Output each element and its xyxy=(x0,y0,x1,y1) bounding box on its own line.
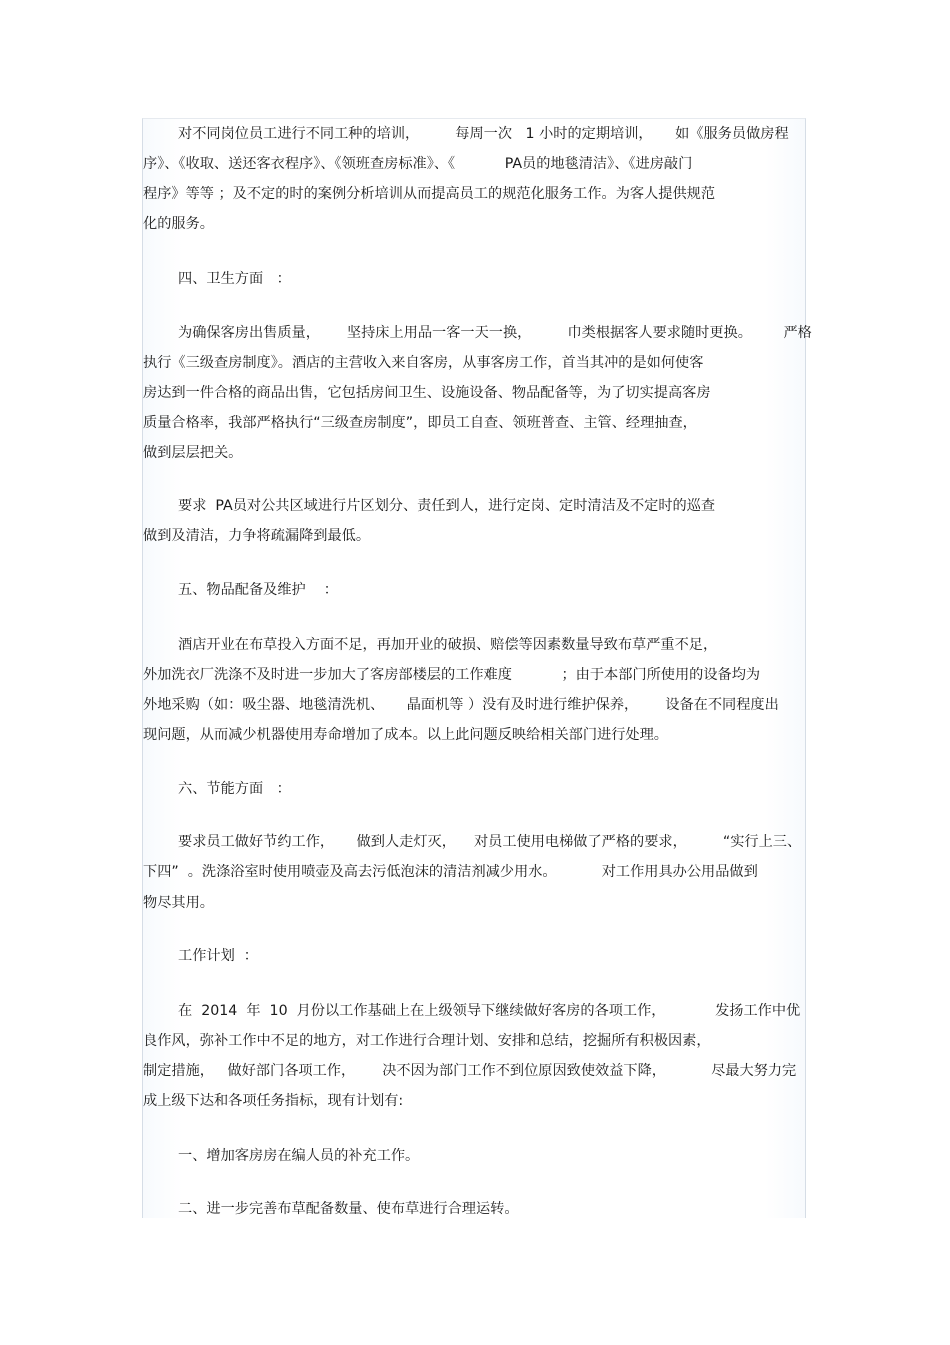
text-line: 成上级下达和各项任务指标，现有计划有: xyxy=(143,1093,404,1109)
text-line: 外加洗衣厂洗涤不及时进一步加大了客房部楼层的工作难度 ；由于本部门所使用的设备均为 xyxy=(143,667,761,683)
text-line: 在 2014 年 10 月份以工作基础上在上级领导下继续做好客房的各项工作， 发扬工作中优 xyxy=(178,1003,801,1019)
text-line: 化的服务。 xyxy=(143,216,214,232)
text-line: 现问题，从而减少机器使用寿命增加了成本。以上此问题反映给相关部门进行处理。 xyxy=(143,727,668,743)
text-line: 要求员工做好节约工作， 做到人走灯灭， 对员工使用电梯做了严格的要求， “实行上三、 xyxy=(178,834,802,850)
text-line: 酒店开业在布草投入方面不足，再加开业的破损、赔偿等因素数量导致布草严重不足， xyxy=(178,637,718,653)
text-line: 良作风，弥补工作中不足的地方，对工作进行合理计划、安排和总结，挖掘所有积极因素， xyxy=(143,1033,711,1049)
text-line: 物尽其用。 xyxy=(143,895,214,911)
text-line: 对不同岗位员工进行不同工种的培训， 每周一次 1 小时的定期培训， 如《服务员做房程 xyxy=(178,126,789,142)
text-line: 做到层层把关。 xyxy=(143,445,243,461)
section-heading: 四、卫生方面 ： xyxy=(178,271,291,287)
text-line: 执行《三级查房制度》。酒店的主营收入来自客房，从事客房工作，首当其冲的是如何使客 xyxy=(143,355,704,371)
list-item: 一、增加客房房在编人员的补充工作。 xyxy=(178,1148,420,1164)
section-heading: 五、物品配备及维护 ： xyxy=(178,582,338,598)
text-line: 要求 PA员对公共区域进行片区划分、责任到人，进行定岗、定时清洁及不定时的巡查 xyxy=(178,498,716,514)
text-line: 程序》等等 ；及不定的时的案例分析培训从而提高员工的规范化服务工作。为客人提供规范 xyxy=(143,186,716,202)
text-line: 制定措施， 做好部门各项工作， 决不因为部门工作不到位原因致使效益下降， 尽最大努力完 xyxy=(143,1063,797,1079)
text-line: 序》、《收取、送还客衣程序》、《领班查房标准》、《 PA员的地毯清洁》、《进房敲门 xyxy=(143,156,693,172)
text-line: 为确保客房出售质量， 坚持床上用品一客一天一换， 巾类根据客人要求随时更换。 严格 xyxy=(178,325,812,341)
text-line: 房达到一件合格的商品出售，它包括房间卫生、设施设备、物品配备等，为了切实提高客房 xyxy=(143,385,711,401)
section-heading: 六、节能方面 ： xyxy=(178,781,291,797)
text-line: 质量合格率，我部严格执行“三级查房制度”，即员工自查、领班普查、主管、经理抽查， xyxy=(143,415,697,431)
text-line: 下四” 。洗涤浴室时使用喷壶及高去污低泡沫的清洁剂减少用水。 对工作用具办公用品做到 xyxy=(143,864,758,880)
list-item: 二、进一步完善布草配备数量、使布草进行合理运转。 xyxy=(178,1201,519,1217)
section-heading: 工作计划 ： xyxy=(178,948,258,964)
text-line: 做到及清洁，力争将疏漏降到最低。 xyxy=(143,528,371,544)
text-line: 外地采购（如：吸尘器、地毯清洗机、 晶面机等 ）没有及时进行维护保养， 设备在不同程度出 xyxy=(143,697,779,713)
